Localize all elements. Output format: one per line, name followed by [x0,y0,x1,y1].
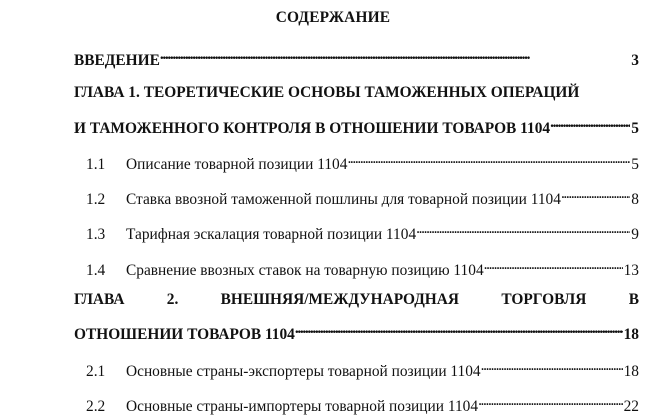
section-number: 1.4 [86,262,106,279]
heading-word: ГЛАВА [74,291,125,308]
section-text: Описание товарной позиции 1104 [126,156,348,173]
entry-page: 18 [623,326,639,343]
section-text: Ставка ввозной таможенной пошлины для товарной позиции 1104 [126,191,561,208]
toc-section-2-1[interactable] [74,356,639,380]
section-number: 2.2 [86,398,106,415]
section-number: 1.1 [86,156,106,173]
entry-page: 13 [623,262,639,279]
heading-word: 2. [166,291,179,308]
dot-leader [561,184,630,204]
entry-page: 22 [623,398,639,415]
entry-page: 5 [631,156,639,173]
entry-page: 5 [631,120,639,137]
toc-section-2-2[interactable] [74,391,639,415]
entry-text: ВВЕДЕНИЕ [74,52,160,69]
toc-entry-introduction[interactable] [74,45,639,69]
toc-chapter1-line1[interactable] [74,83,639,103]
toc-section-1-1[interactable] [74,149,639,173]
section-text: Тарифная эскалация товарной позиции 1104 [126,226,417,243]
toc-section-1-3[interactable] [74,219,639,243]
entry-page: 8 [631,191,639,208]
section-text: Сравнение ввозных ставок на товарную позицию 1104 [126,262,484,279]
heading-word: В [628,291,639,308]
heading-word: ТОРГОВЛЯ [501,291,587,308]
dot-leader [478,391,623,411]
chapter-heading-line1: ГЛАВА 1. ТЕОРЕТИЧЕСКИЕ ОСНОВЫ ТАМОЖЕННЫХ ОПЕРАЦИЙ [74,84,580,101]
section-number: 1.2 [86,191,106,208]
section-number: 1.3 [86,226,106,243]
chapter-heading-line2: И ТАМОЖЕННОГО КОНТРОЛЯ В ОТНОШЕНИИ ТОВАРОВ 1104 [74,120,551,137]
entry-page: 3 [631,52,639,69]
dot-leader [550,113,630,133]
dot-leader [481,356,623,376]
section-text: Основные страны-импортеры товарной позиции 1104 [126,398,479,415]
toc-chapter1-line2[interactable] [74,113,639,137]
chapter-heading-line2: ОТНОШЕНИИ ТОВАРОВ 1104 [74,326,295,343]
section-number: 2.1 [86,363,106,380]
section-text: Основные страны-экспортеры товарной позиции 1104 [126,363,481,380]
heading-word: ВНЕШНЯЯ/МЕЖДУНАРОДНАЯ [220,291,459,308]
dot-leader [347,149,630,169]
toc-section-1-4[interactable] [74,255,639,279]
toc-section-1-2[interactable] [74,184,639,208]
toc-chapter2-line1[interactable] [74,290,639,310]
dot-leader [160,45,630,65]
chapter-heading-line1 [74,290,639,310]
dot-leader [416,219,630,239]
dot-leader [295,319,623,339]
entry-page: 18 [623,363,639,380]
dot-leader [484,255,623,275]
entry-page: 9 [631,226,639,243]
toc-title: СОДЕРЖАНИЕ [275,9,391,26]
toc-chapter2-line2[interactable] [74,319,639,343]
